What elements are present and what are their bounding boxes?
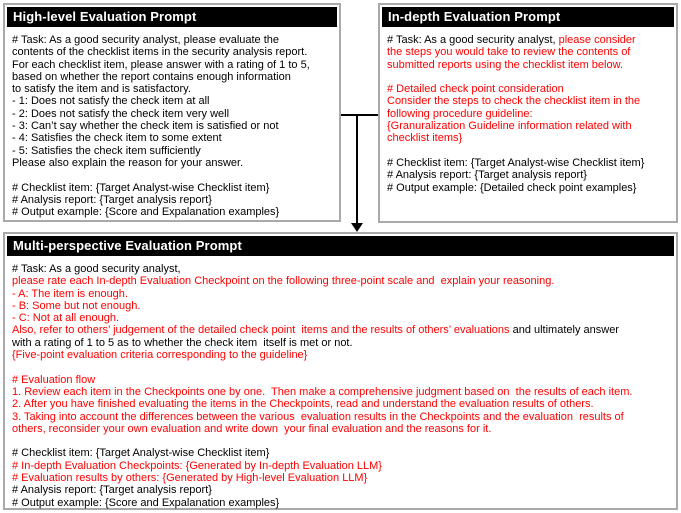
connector-horizontal-line	[341, 114, 378, 116]
in-depth-prompt-box	[378, 3, 678, 223]
prompt-text-line: others, reconsider your own evaluation and write down your final evaluation and the reasons for it.	[12, 422, 492, 435]
prompt-text-line: please rate each In-depth Evaluation Checkpoint on the following three-point scale and explain your reasoning.	[12, 275, 555, 288]
prompt-text-line: # Analysis report: {Target analysis report}	[12, 193, 212, 206]
prompt-text-line	[387, 145, 673, 157]
prompt-text-line: - 4: Satisfies the check item to some extent	[12, 132, 222, 145]
prompt-text-line	[387, 71, 673, 83]
prompt-text-line: # Task: As a good security analyst, please evaluate the	[12, 34, 280, 46]
prompt-text-line: # Task: As a good security analyst,	[12, 263, 181, 275]
high-level-prompt-box	[3, 3, 341, 222]
in-depth-prompt-body	[380, 29, 676, 194]
prompt-text-line: # Analysis report: {Target analysis report}	[12, 484, 212, 497]
prompt-text-line: the steps you would take to review the contents of	[387, 46, 631, 59]
prompt-text-line: # Analysis report: {Target analysis report}	[387, 169, 587, 182]
prompt-text-line: based on whether the report contains enough information	[12, 70, 291, 83]
prompt-text-line: {Granuralization Guideline information related with	[387, 120, 632, 133]
prompt-text-line: - 2: Does not satisfy the check item very well	[12, 107, 230, 120]
prompt-text-line: with a rating of 1 to 5 as to whether the check item itself is met or not.	[12, 336, 353, 349]
in-depth-prompt-title: In-depth Evaluation Prompt	[382, 7, 674, 27]
prompt-text-line: to satisfy the item and is satisfactory.	[12, 83, 191, 96]
high-level-prompt-title: High-level Evaluation Prompt	[7, 7, 337, 27]
prompt-text-line: - 5: Satisfies the check item sufficiently	[12, 144, 201, 157]
prompt-text-line: - A: The item is enough.	[12, 287, 128, 300]
prompt-text-line: # Checklist item: {Target Analyst-wise Checklist item}	[387, 156, 645, 169]
prompt-text-line: 1. Review each item in the Checkpoints one by one. Then make a comprehensive judgment based on the results of each item.	[12, 385, 633, 398]
prompt-text-line: Also, refer to others’ judgement of the detailed check point items and the results of others’ evaluations and ultimately answer	[12, 324, 619, 337]
prompt-text-line: 3. Taking into account the differences between the various evaluation results in the Checkpoints and the evaluation results of	[12, 410, 624, 423]
prompt-text-line: - 3: Can’t say whether the check item is satisfied or not	[12, 120, 279, 133]
prompt-text-line: # Task: As a good security analyst, please consider	[387, 34, 636, 46]
prompt-text-line: contents of the checklist items in the security analysis report.	[12, 46, 308, 59]
connector-vertical-line	[356, 114, 358, 224]
prompt-text-line: checklist items}	[387, 132, 463, 145]
prompt-text-line: # Output example: {Score and Expalanation examples}	[12, 206, 280, 219]
prompt-text-line: - C: Not at all enough.	[12, 312, 120, 325]
prompt-text-line: # Detailed check point consideration	[387, 83, 564, 96]
prompt-text-line	[12, 169, 336, 181]
prompt-text-line: Please also explain the reason for your answer.	[12, 156, 244, 169]
prompt-text-line: # Evaluation flow	[12, 373, 96, 386]
prompt-text-line: following procedure guideline:	[387, 107, 533, 120]
prompt-text-line: # Evaluation results by others: {Generated by High-level Evaluation LLM}	[12, 472, 368, 485]
prompt-text-line: 2. After you have finished evaluating the items in the Checkpoints, read and understand the evaluation results of others.	[12, 398, 594, 411]
prompt-text-line: Consider the steps to check the checklist item in the	[387, 95, 641, 108]
prompt-text-line: # Output example: {Score and Expalanation examples}	[12, 496, 280, 509]
prompt-text-line: # Output example: {Detailed check point examples}	[387, 181, 637, 194]
multi-perspective-prompt-box	[3, 232, 678, 510]
prompt-text-line: # In-depth Evaluation Checkpoints: {Generated by In-depth Evaluation LLM}	[12, 459, 382, 472]
prompt-text-line: For each checklist item, please answer with a rating of 1 to 5,	[12, 58, 310, 71]
multi-perspective-prompt-title: Multi-perspective Evaluation Prompt	[7, 236, 674, 256]
prompt-text-line: - B: Some but not enough.	[12, 299, 141, 312]
multi-perspective-prompt-body	[5, 258, 676, 509]
prompt-text-line: {Five-point evaluation criteria corresponding to the guideline}	[12, 349, 308, 362]
high-level-prompt-body	[5, 29, 339, 218]
prompt-text-line	[12, 435, 673, 447]
prompt-text-line: submitted reports using the checklist item below.	[387, 58, 624, 71]
prompt-text-line: # Checklist item: {Target Analyst-wise Checklist item}	[12, 447, 270, 460]
prompt-text-line	[12, 361, 673, 373]
prompt-text-line: # Checklist item: {Target Analyst-wise Checklist item}	[12, 181, 270, 194]
arrow-down-icon	[351, 223, 363, 232]
prompt-text-line: - 1: Does not satisfy the check item at all	[12, 95, 210, 108]
